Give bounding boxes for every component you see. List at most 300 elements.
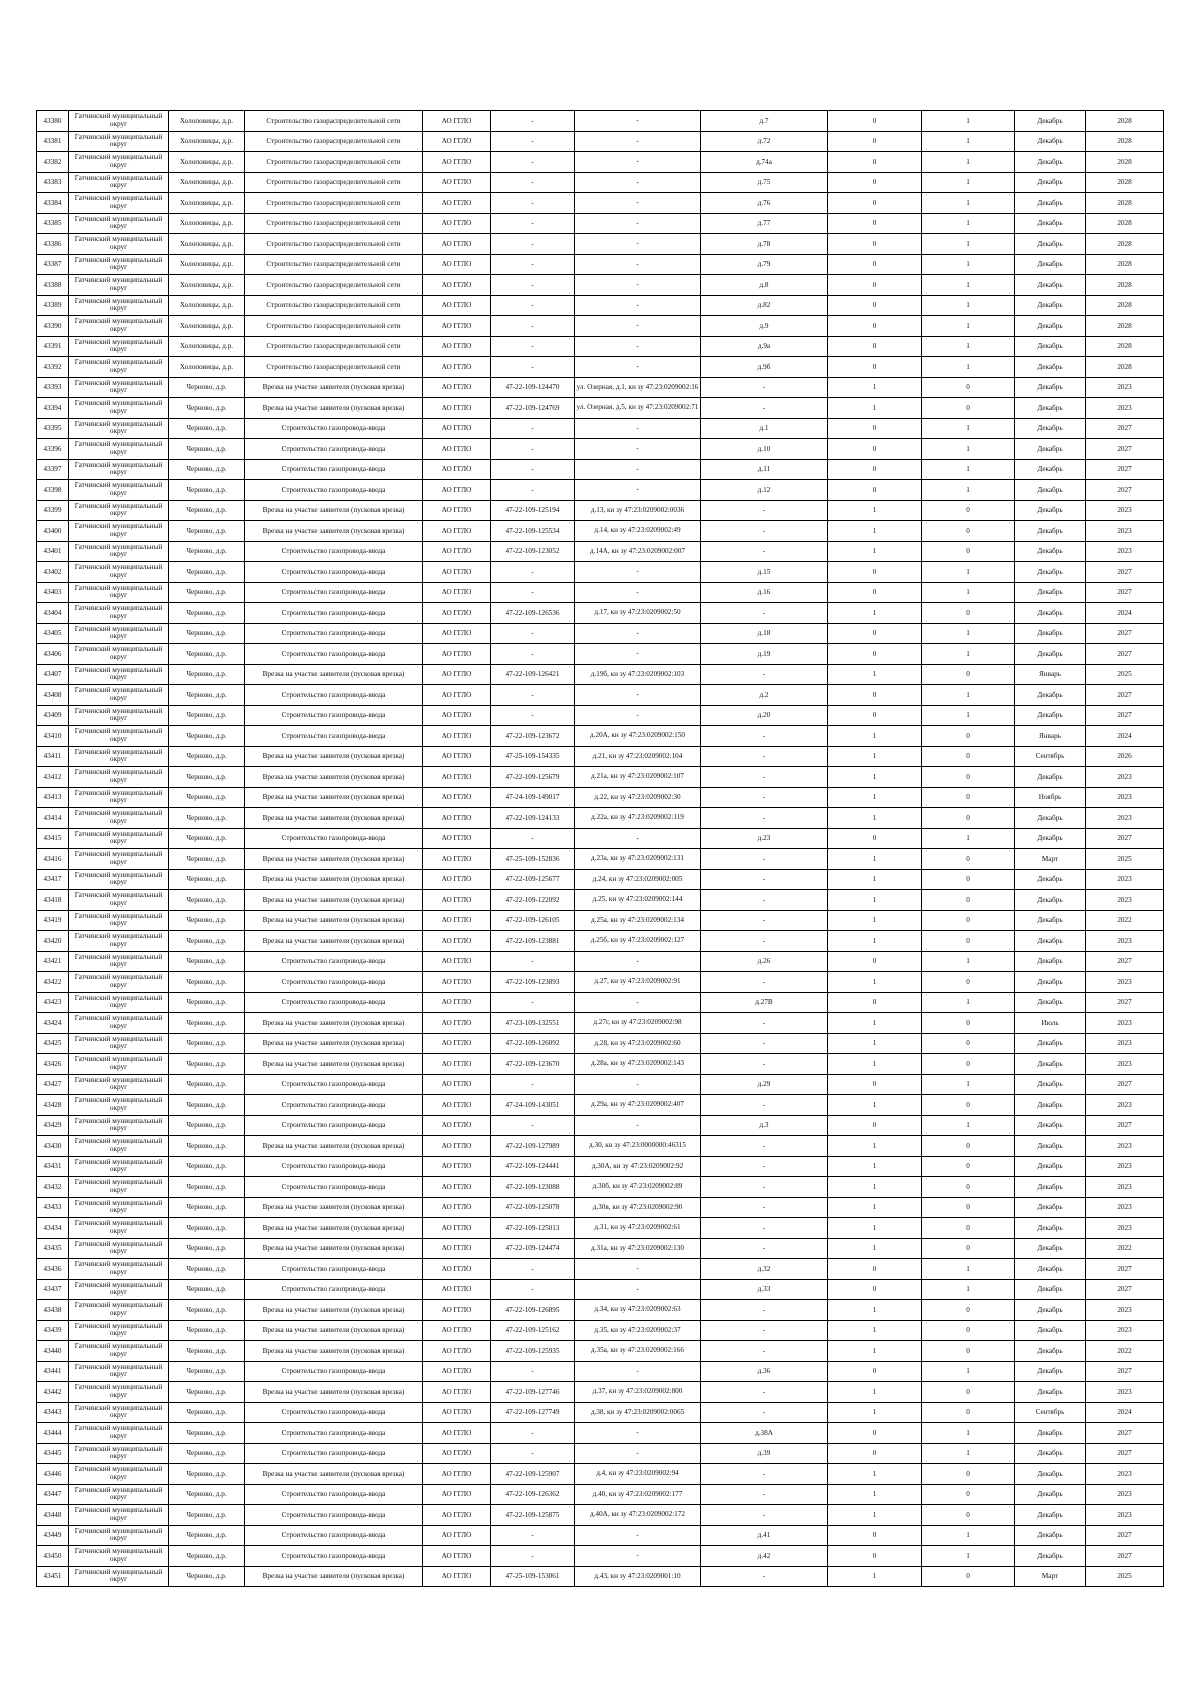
- flag-a-cell: 0: [828, 275, 922, 296]
- locality-cell: Холоповицы, д.р.: [169, 336, 245, 357]
- application-number-cell: -: [491, 1443, 575, 1464]
- application-number-cell: -: [491, 131, 575, 152]
- table-row: [37, 1566, 1164, 1587]
- house-number-cell: -: [701, 398, 828, 419]
- row-number-cell: 43393: [37, 377, 69, 398]
- work-type-cell: Врезка на участке заявителя (пусковая врезка): [245, 1136, 423, 1157]
- house-number-cell: -: [701, 541, 828, 562]
- locality-cell: Холоповицы, д.р.: [169, 316, 245, 337]
- work-type-cell: Врезка на участке заявителя (пусковая врезка): [245, 746, 423, 767]
- work-type-cell: Врезка на участке заявителя (пусковая врезка): [245, 869, 423, 890]
- address-cadastral-cell: -: [575, 685, 701, 706]
- row-number-cell: 43446: [37, 1464, 69, 1485]
- flag-a-cell: 1: [828, 1566, 922, 1587]
- address-cadastral-cell: -: [575, 623, 701, 644]
- flag-b-cell: 0: [922, 521, 1015, 542]
- work-type-cell: Врезка на участке заявителя (пусковая врезка): [245, 398, 423, 419]
- flag-a-cell: 0: [828, 1423, 922, 1444]
- house-number-cell: д.8: [701, 275, 828, 296]
- house-number-cell: -: [701, 1566, 828, 1587]
- flag-b-cell: 0: [922, 1136, 1015, 1157]
- locality-cell: Черново, д.р.: [169, 1033, 245, 1054]
- application-number-cell: 47-22-109-125907: [491, 1464, 575, 1485]
- municipality-cell: Гатчинский муниципальный округ: [69, 1443, 169, 1464]
- municipality-cell: Гатчинский муниципальный округ: [69, 910, 169, 931]
- flag-b-cell: 1: [922, 316, 1015, 337]
- organization-cell: АО ГГЛО: [423, 418, 491, 439]
- application-number-cell: -: [491, 439, 575, 460]
- organization-cell: АО ГГЛО: [423, 377, 491, 398]
- work-type-cell: Строительство газораспределительной сети: [245, 316, 423, 337]
- organization-cell: АО ГГЛО: [423, 541, 491, 562]
- flag-a-cell: 0: [828, 193, 922, 214]
- organization-cell: АО ГГЛО: [423, 1197, 491, 1218]
- flag-b-cell: 0: [922, 1218, 1015, 1239]
- work-type-cell: Строительство газопровода-ввода: [245, 1443, 423, 1464]
- address-cadastral-cell: д.28, кн зу 47:23:0209002:60: [575, 1033, 701, 1054]
- address-cadastral-cell: -: [575, 1525, 701, 1546]
- municipality-cell: Гатчинский муниципальный округ: [69, 1238, 169, 1259]
- table-row: [37, 1546, 1164, 1567]
- work-type-cell: Строительство газораспределительной сети: [245, 295, 423, 316]
- table-row: [37, 1136, 1164, 1157]
- flag-a-cell: 1: [828, 1382, 922, 1403]
- municipality-cell: Гатчинский муниципальный округ: [69, 1074, 169, 1095]
- year-cell: 2023: [1086, 890, 1164, 911]
- municipality-cell: Гатчинский муниципальный округ: [69, 254, 169, 275]
- row-number-cell: 43394: [37, 398, 69, 419]
- locality-cell: Черново, д.р.: [169, 1464, 245, 1485]
- flag-b-cell: 0: [922, 664, 1015, 685]
- flag-a-cell: 1: [828, 890, 922, 911]
- organization-cell: АО ГГЛО: [423, 1238, 491, 1259]
- year-cell: 2023: [1086, 1320, 1164, 1341]
- application-number-cell: -: [491, 480, 575, 501]
- flag-b-cell: 1: [922, 951, 1015, 972]
- flag-b-cell: 1: [922, 234, 1015, 255]
- flag-b-cell: 1: [922, 644, 1015, 665]
- address-cadastral-cell: -: [575, 254, 701, 275]
- flag-a-cell: 0: [828, 418, 922, 439]
- table-row: [37, 623, 1164, 644]
- flag-b-cell: 0: [922, 787, 1015, 808]
- month-cell: Декабрь: [1015, 644, 1086, 665]
- organization-cell: АО ГГЛО: [423, 910, 491, 931]
- row-number-cell: 43424: [37, 1013, 69, 1034]
- row-number-cell: 43385: [37, 213, 69, 234]
- house-number-cell: д.20: [701, 705, 828, 726]
- organization-cell: АО ГГЛО: [423, 1177, 491, 1198]
- year-cell: 2028: [1086, 172, 1164, 193]
- flag-a-cell: 1: [828, 808, 922, 829]
- month-cell: Декабрь: [1015, 1300, 1086, 1321]
- month-cell: Декабрь: [1015, 1320, 1086, 1341]
- house-number-cell: -: [701, 1320, 828, 1341]
- work-type-cell: Строительство газопровода-ввода: [245, 480, 423, 501]
- year-cell: 2023: [1086, 1197, 1164, 1218]
- address-cadastral-cell: -: [575, 439, 701, 460]
- municipality-cell: Гатчинский муниципальный округ: [69, 1505, 169, 1526]
- flag-a-cell: 1: [828, 1484, 922, 1505]
- address-cadastral-cell: д.40А, кн зу 47:23:0209002:172: [575, 1505, 701, 1526]
- house-number-cell: д.72: [701, 131, 828, 152]
- table-row: [37, 664, 1164, 685]
- address-cadastral-cell: -: [575, 234, 701, 255]
- house-number-cell: д.41: [701, 1525, 828, 1546]
- work-type-cell: Строительство газопровода-ввода: [245, 459, 423, 480]
- flag-b-cell: 0: [922, 541, 1015, 562]
- address-cadastral-cell: -: [575, 418, 701, 439]
- table-row: [37, 582, 1164, 603]
- organization-cell: АО ГГЛО: [423, 1361, 491, 1382]
- row-number-cell: 43383: [37, 172, 69, 193]
- municipality-cell: Гатчинский муниципальный округ: [69, 500, 169, 521]
- application-number-cell: 47-22-109-126895: [491, 1300, 575, 1321]
- flag-b-cell: 0: [922, 398, 1015, 419]
- row-number-cell: 43418: [37, 890, 69, 911]
- municipality-cell: Гатчинский муниципальный округ: [69, 1525, 169, 1546]
- municipality-cell: Гатчинский муниципальный округ: [69, 439, 169, 460]
- year-cell: 2028: [1086, 275, 1164, 296]
- address-cadastral-cell: д.37, кн зу 47:23:0209002:800: [575, 1382, 701, 1403]
- house-number-cell: д.23: [701, 828, 828, 849]
- work-type-cell: Врезка на участке заявителя (пусковая врезка): [245, 377, 423, 398]
- locality-cell: Холоповицы, д.р.: [169, 275, 245, 296]
- locality-cell: Черново, д.р.: [169, 439, 245, 460]
- organization-cell: АО ГГЛО: [423, 1341, 491, 1362]
- work-type-cell: Строительство газопровода-ввода: [245, 1402, 423, 1423]
- flag-a-cell: 1: [828, 787, 922, 808]
- organization-cell: АО ГГЛО: [423, 131, 491, 152]
- flag-b-cell: 1: [922, 1074, 1015, 1095]
- application-number-cell: 47-22-109-124769: [491, 398, 575, 419]
- locality-cell: Черново, д.р.: [169, 726, 245, 747]
- flag-a-cell: 1: [828, 972, 922, 993]
- table-row: [37, 316, 1164, 337]
- year-cell: 2028: [1086, 316, 1164, 337]
- house-number-cell: -: [701, 726, 828, 747]
- work-type-cell: Строительство газопровода-ввода: [245, 644, 423, 665]
- organization-cell: АО ГГЛО: [423, 1095, 491, 1116]
- locality-cell: Черново, д.р.: [169, 521, 245, 542]
- year-cell: 2023: [1086, 398, 1164, 419]
- row-number-cell: 43398: [37, 480, 69, 501]
- house-number-cell: д.18: [701, 623, 828, 644]
- flag-b-cell: 1: [922, 172, 1015, 193]
- address-cadastral-cell: -: [575, 1443, 701, 1464]
- application-number-cell: -: [491, 1074, 575, 1095]
- locality-cell: Черново, д.р.: [169, 808, 245, 829]
- table-row: [37, 254, 1164, 275]
- flag-a-cell: 0: [828, 357, 922, 378]
- row-number-cell: 43449: [37, 1525, 69, 1546]
- application-number-cell: -: [491, 1423, 575, 1444]
- municipality-cell: Гатчинский муниципальный округ: [69, 295, 169, 316]
- month-cell: Декабрь: [1015, 1423, 1086, 1444]
- address-cadastral-cell: д.30, кн зу 47:23:0000000:46315: [575, 1136, 701, 1157]
- row-number-cell: 43397: [37, 459, 69, 480]
- address-cadastral-cell: -: [575, 152, 701, 173]
- row-number-cell: 43423: [37, 992, 69, 1013]
- flag-b-cell: 1: [922, 439, 1015, 460]
- flag-b-cell: 1: [922, 685, 1015, 706]
- month-cell: Декабрь: [1015, 336, 1086, 357]
- flag-b-cell: 1: [922, 1546, 1015, 1567]
- work-type-cell: Врезка на участке заявителя (пусковая врезка): [245, 1320, 423, 1341]
- flag-a-cell: 0: [828, 439, 922, 460]
- flag-b-cell: 0: [922, 1484, 1015, 1505]
- row-number-cell: 43406: [37, 644, 69, 665]
- flag-a-cell: 1: [828, 541, 922, 562]
- work-type-cell: Строительство газопровода-ввода: [245, 828, 423, 849]
- municipality-cell: Гатчинский муниципальный округ: [69, 705, 169, 726]
- locality-cell: Черново, д.р.: [169, 1218, 245, 1239]
- locality-cell: Черново, д.р.: [169, 480, 245, 501]
- organization-cell: АО ГГЛО: [423, 664, 491, 685]
- application-number-cell: 47-22-109-127749: [491, 1402, 575, 1423]
- flag-a-cell: 0: [828, 172, 922, 193]
- municipality-cell: Гатчинский муниципальный округ: [69, 418, 169, 439]
- address-cadastral-cell: -: [575, 1259, 701, 1280]
- flag-a-cell: 1: [828, 910, 922, 931]
- work-type-cell: Строительство газопровода-ввода: [245, 1115, 423, 1136]
- table-row: [37, 1382, 1164, 1403]
- municipality-cell: Гатчинский муниципальный округ: [69, 541, 169, 562]
- locality-cell: Черново, д.р.: [169, 1443, 245, 1464]
- flag-a-cell: 1: [828, 664, 922, 685]
- municipality-cell: Гатчинский муниципальный округ: [69, 1320, 169, 1341]
- year-cell: 2023: [1086, 767, 1164, 788]
- municipality-cell: Гатчинский муниципальный округ: [69, 1054, 169, 1075]
- locality-cell: Холоповицы, д.р.: [169, 193, 245, 214]
- year-cell: 2028: [1086, 152, 1164, 173]
- flag-a-cell: 0: [828, 131, 922, 152]
- flag-b-cell: 0: [922, 1177, 1015, 1198]
- address-cadastral-cell: д.20А, кн зу 47:23:0209002:150: [575, 726, 701, 747]
- year-cell: 2028: [1086, 357, 1164, 378]
- table-row: [37, 972, 1164, 993]
- locality-cell: Черново, д.р.: [169, 685, 245, 706]
- locality-cell: Черново, д.р.: [169, 1505, 245, 1526]
- month-cell: Декабрь: [1015, 480, 1086, 501]
- flag-b-cell: 0: [922, 1238, 1015, 1259]
- municipality-cell: Гатчинский муниципальный округ: [69, 808, 169, 829]
- locality-cell: Черново, д.р.: [169, 1136, 245, 1157]
- flag-b-cell: 0: [922, 726, 1015, 747]
- work-type-cell: Строительство газопровода-ввода: [245, 705, 423, 726]
- month-cell: Декабрь: [1015, 1259, 1086, 1280]
- flag-b-cell: 1: [922, 1259, 1015, 1280]
- application-number-cell: 47-25-109-154335: [491, 746, 575, 767]
- flag-b-cell: 0: [922, 1300, 1015, 1321]
- flag-b-cell: 1: [922, 480, 1015, 501]
- municipality-cell: Гатчинский муниципальный округ: [69, 562, 169, 583]
- organization-cell: АО ГГЛО: [423, 1505, 491, 1526]
- municipality-cell: Гатчинский муниципальный округ: [69, 398, 169, 419]
- work-type-cell: Строительство газопровода-ввода: [245, 1361, 423, 1382]
- municipality-cell: Гатчинский муниципальный округ: [69, 1259, 169, 1280]
- row-number-cell: 43438: [37, 1300, 69, 1321]
- organization-cell: АО ГГЛО: [423, 480, 491, 501]
- table-row: [37, 1218, 1164, 1239]
- house-number-cell: д.74а: [701, 152, 828, 173]
- address-cadastral-cell: д.40, кн зу 47:23:0209002:177: [575, 1484, 701, 1505]
- municipality-cell: Гатчинский муниципальный округ: [69, 480, 169, 501]
- locality-cell: Черново, д.р.: [169, 1320, 245, 1341]
- flag-a-cell: 0: [828, 234, 922, 255]
- flag-a-cell: 1: [828, 1033, 922, 1054]
- application-number-cell: 47-22-109-123670: [491, 1054, 575, 1075]
- organization-cell: АО ГГЛО: [423, 746, 491, 767]
- work-type-cell: Строительство газопровода-ввода: [245, 1177, 423, 1198]
- address-cadastral-cell: д.28а, кн зу 47:23:0209002:143: [575, 1054, 701, 1075]
- application-number-cell: -: [491, 111, 575, 132]
- work-type-cell: Строительство газораспределительной сети: [245, 275, 423, 296]
- flag-a-cell: 1: [828, 377, 922, 398]
- application-number-cell: -: [491, 1259, 575, 1280]
- locality-cell: Черново, д.р.: [169, 1156, 245, 1177]
- year-cell: 2027: [1086, 644, 1164, 665]
- flag-a-cell: 1: [828, 1013, 922, 1034]
- house-number-cell: д.9б: [701, 357, 828, 378]
- work-type-cell: Врезка на участке заявителя (пусковая врезка): [245, 1054, 423, 1075]
- year-cell: 2028: [1086, 193, 1164, 214]
- organization-cell: АО ГГЛО: [423, 931, 491, 952]
- row-number-cell: 43434: [37, 1218, 69, 1239]
- organization-cell: АО ГГЛО: [423, 172, 491, 193]
- flag-a-cell: 0: [828, 623, 922, 644]
- house-number-cell: -: [701, 1402, 828, 1423]
- locality-cell: Черново, д.р.: [169, 1423, 245, 1444]
- table-row: [37, 726, 1164, 747]
- flag-a-cell: 0: [828, 562, 922, 583]
- application-number-cell: -: [491, 418, 575, 439]
- address-cadastral-cell: д.35а, кн зу 47:23:0209002:166: [575, 1341, 701, 1362]
- month-cell: Декабрь: [1015, 705, 1086, 726]
- year-cell: 2023: [1086, 1095, 1164, 1116]
- flag-b-cell: 0: [922, 1033, 1015, 1054]
- application-number-cell: -: [491, 644, 575, 665]
- organization-cell: АО ГГЛО: [423, 1074, 491, 1095]
- application-number-cell: 47-22-109-124441: [491, 1156, 575, 1177]
- year-cell: 2027: [1086, 1423, 1164, 1444]
- application-number-cell: 47-24-109-149017: [491, 787, 575, 808]
- locality-cell: Черново, д.р.: [169, 459, 245, 480]
- flag-a-cell: 1: [828, 1402, 922, 1423]
- flag-b-cell: 0: [922, 1505, 1015, 1526]
- work-type-cell: Строительство газопровода-ввода: [245, 603, 423, 624]
- month-cell: Декабрь: [1015, 439, 1086, 460]
- house-number-cell: д.16: [701, 582, 828, 603]
- row-number-cell: 43421: [37, 951, 69, 972]
- register-table-body: [37, 111, 1164, 1587]
- organization-cell: АО ГГЛО: [423, 1156, 491, 1177]
- flag-a-cell: 1: [828, 931, 922, 952]
- row-number-cell: 43431: [37, 1156, 69, 1177]
- row-number-cell: 43447: [37, 1484, 69, 1505]
- house-number-cell: -: [701, 521, 828, 542]
- month-cell: Декабрь: [1015, 1546, 1086, 1567]
- row-number-cell: 43395: [37, 418, 69, 439]
- address-cadastral-cell: д.34, кн зу 47:23:0209002:63: [575, 1300, 701, 1321]
- year-cell: 2023: [1086, 1218, 1164, 1239]
- municipality-cell: Гатчинский муниципальный округ: [69, 131, 169, 152]
- locality-cell: Черново, д.р.: [169, 1525, 245, 1546]
- house-number-cell: -: [701, 1136, 828, 1157]
- flag-a-cell: 0: [828, 1074, 922, 1095]
- flag-a-cell: 1: [828, 1095, 922, 1116]
- address-cadastral-cell: д.22, кн зу 47:23:0209002:30: [575, 787, 701, 808]
- municipality-cell: Гатчинский муниципальный округ: [69, 357, 169, 378]
- address-cadastral-cell: -: [575, 480, 701, 501]
- flag-a-cell: 0: [828, 1115, 922, 1136]
- address-cadastral-cell: д.24, кн зу 47:23:0209002:005: [575, 869, 701, 890]
- house-number-cell: д.2: [701, 685, 828, 706]
- municipality-cell: Гатчинский муниципальный округ: [69, 644, 169, 665]
- work-type-cell: Строительство газопровода-ввода: [245, 1095, 423, 1116]
- month-cell: Декабрь: [1015, 1382, 1086, 1403]
- house-number-cell: -: [701, 603, 828, 624]
- application-number-cell: 47-22-109-126092: [491, 1033, 575, 1054]
- municipality-cell: Гатчинский муниципальный округ: [69, 193, 169, 214]
- row-number-cell: 43435: [37, 1238, 69, 1259]
- organization-cell: АО ГГЛО: [423, 234, 491, 255]
- address-cadastral-cell: д.14А, кн зу 47:23:0209002:007: [575, 541, 701, 562]
- year-cell: 2027: [1086, 951, 1164, 972]
- month-cell: Декабрь: [1015, 172, 1086, 193]
- table-row: [37, 398, 1164, 419]
- month-cell: Декабрь: [1015, 111, 1086, 132]
- flag-b-cell: 1: [922, 1423, 1015, 1444]
- application-number-cell: 47-22-109-124474: [491, 1238, 575, 1259]
- row-number-cell: 43392: [37, 357, 69, 378]
- month-cell: Декабрь: [1015, 541, 1086, 562]
- house-number-cell: д.7: [701, 111, 828, 132]
- month-cell: Декабрь: [1015, 275, 1086, 296]
- house-number-cell: д.39: [701, 1443, 828, 1464]
- address-cadastral-cell: -: [575, 951, 701, 972]
- application-number-cell: -: [491, 172, 575, 193]
- house-number-cell: -: [701, 500, 828, 521]
- row-number-cell: 43387: [37, 254, 69, 275]
- row-number-cell: 43411: [37, 746, 69, 767]
- locality-cell: Черново, д.р.: [169, 1402, 245, 1423]
- municipality-cell: Гатчинский муниципальный округ: [69, 726, 169, 747]
- flag-b-cell: 0: [922, 500, 1015, 521]
- municipality-cell: Гатчинский муниципальный округ: [69, 1423, 169, 1444]
- row-number-cell: 43422: [37, 972, 69, 993]
- flag-a-cell: 0: [828, 1259, 922, 1280]
- house-number-cell: д.36: [701, 1361, 828, 1382]
- organization-cell: АО ГГЛО: [423, 1033, 491, 1054]
- house-number-cell: д.11: [701, 459, 828, 480]
- locality-cell: Холоповицы, д.р.: [169, 234, 245, 255]
- row-number-cell: 43417: [37, 869, 69, 890]
- table-row: [37, 275, 1164, 296]
- work-type-cell: Строительство газопровода-ввода: [245, 1525, 423, 1546]
- month-cell: Декабрь: [1015, 1525, 1086, 1546]
- row-number-cell: 43399: [37, 500, 69, 521]
- application-number-cell: 47-22-109-123052: [491, 541, 575, 562]
- table-row: [37, 1033, 1164, 1054]
- year-cell: 2023: [1086, 1300, 1164, 1321]
- month-cell: Декабрь: [1015, 1505, 1086, 1526]
- month-cell: Декабрь: [1015, 828, 1086, 849]
- application-number-cell: -: [491, 623, 575, 644]
- organization-cell: АО ГГЛО: [423, 316, 491, 337]
- work-type-cell: Врезка на участке заявителя (пусковая врезка): [245, 1300, 423, 1321]
- flag-a-cell: 1: [828, 869, 922, 890]
